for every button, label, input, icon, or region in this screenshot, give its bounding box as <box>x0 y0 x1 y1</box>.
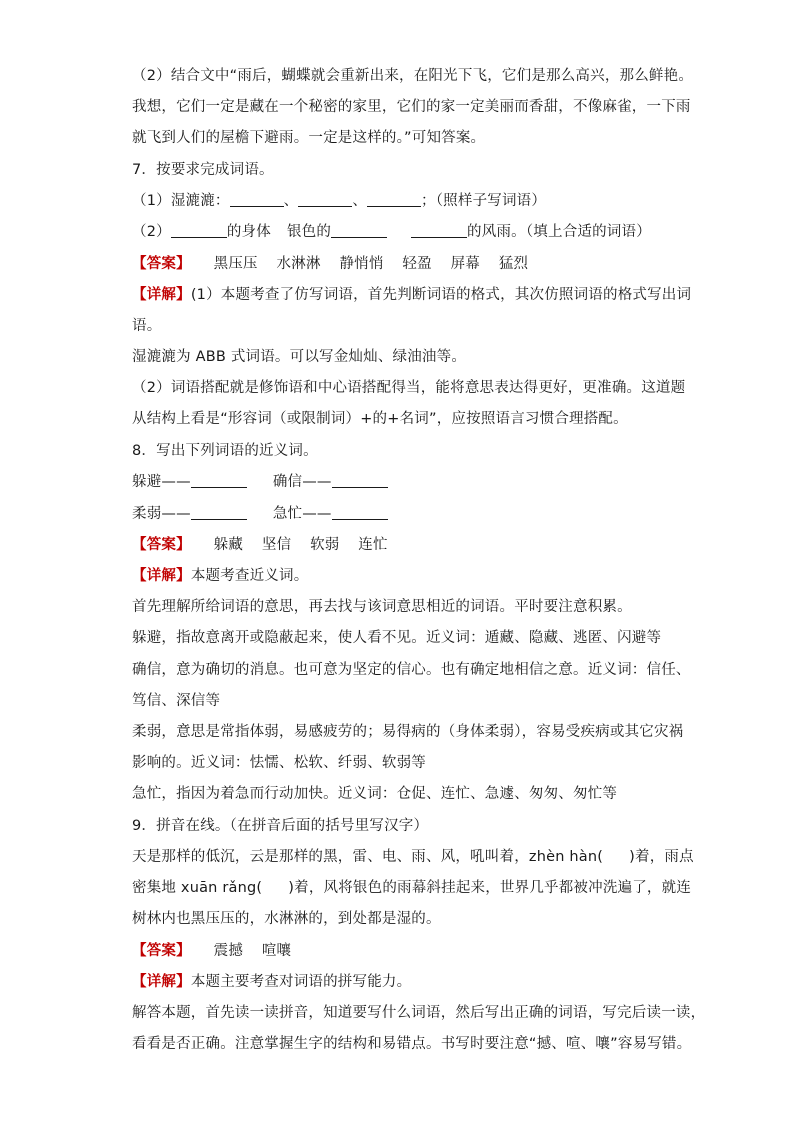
q8-answer-3: 软弱 <box>310 537 340 553</box>
q8-answer-4: 连忙 <box>358 537 388 553</box>
q7-blank-2 <box>298 192 352 207</box>
q9-detail-line-1: 解答本题，首先读一读拼音，知道要写什么词语，然后写出正确的词语，写完后读一读， <box>132 1005 706 1021</box>
q8-detail-line-7: 急忙，指因为着急而行动加快。近义词：仓促、连忙、急遽、匆匆、匆忙等 <box>132 786 618 802</box>
q8-detail-line-5: 柔弱，意思是常指体弱，易感疲劳的；易得病的（身体柔弱），容易受疾病或其它灾祸 <box>132 724 684 740</box>
answer-label: 【答案】 <box>132 537 191 553</box>
q8-blank-1 <box>191 473 247 488</box>
q7-blank-5 <box>331 223 387 238</box>
q7-answer-6: 猛烈 <box>498 256 529 272</box>
q9-detail-line-0 <box>132 972 411 992</box>
q9-passage-1b: )着，雨点 <box>629 849 694 865</box>
q9-passage-line-1 <box>132 847 694 867</box>
q8-detail-line-6: 影响的。近义词：怯懦、松软、纤弱、软弱等 <box>132 755 426 771</box>
q9-detail-line-2: 看看是否正确。注意掌握生字的结构和易错点。书写时要注意“撼、喧、嚷”容易写错。 <box>132 1036 692 1052</box>
detail-label: 【详解】 <box>132 568 191 584</box>
detail-label: 【详解】 <box>132 974 191 990</box>
q9-passage-line-2 <box>132 878 691 898</box>
q7-title: 7．按要求完成词语。 <box>132 162 274 178</box>
q8-title: 8．写出下列词语的近义词。 <box>132 443 318 459</box>
q8-blank-4 <box>332 505 388 520</box>
q8-word-3: 柔弱—— <box>132 506 191 522</box>
q8-detail-text-0: 本题考查近义词。 <box>190 568 309 584</box>
q7-blank-1 <box>230 192 284 207</box>
q9-answer-1: 震撼 <box>213 943 244 959</box>
q8-detail-line-1: 首先理解所给词语的意思，再去找与该词意思相近的词语。平时要注意积累。 <box>132 599 632 615</box>
q8-word-2: 确信—— <box>272 474 332 490</box>
detail-label: 【详解】 <box>132 287 191 303</box>
q7-answer-5: 屏幕 <box>450 256 481 272</box>
q7-blank-3 <box>367 192 421 207</box>
q7-answer-4: 轻盈 <box>402 256 432 272</box>
answer-label: 【答案】 <box>132 256 191 272</box>
q7-sub1-suffix: ；（照样子写词语） <box>421 193 547 209</box>
answer-label: 【答案】 <box>132 943 191 959</box>
q8-blank-3 <box>191 505 247 520</box>
q8-detail-line-0 <box>132 566 308 586</box>
q8-detail-line-3: 确信，意为确切的消息。也可意为坚定的信心。也有确定地相信之意。近义词：信任、 <box>132 662 691 678</box>
q9-title: 9．拼音在线。（在拼音后面的括号里写汉字） <box>132 818 429 834</box>
q7-detail-line-5: 从结构上看是“形容词（或限制词）+的+名词”，应按照语言习惯合理搭配。 <box>132 411 628 427</box>
q7-sub1-prefix: （1）湿漉漉： <box>132 193 230 209</box>
q6-explanation-line-3: 就飞到人们的屋檐下避雨。一定是这样的。”可知答案。 <box>132 130 486 146</box>
q7-sub1 <box>132 191 546 211</box>
q7-answer-2: 水淋淋 <box>276 256 321 272</box>
q9-passage-line-3: 树林内也黑压压的，水淋淋的，到处都是湿的。 <box>132 911 441 927</box>
q9-answer-2: 喧嚷 <box>261 943 292 959</box>
q8-blank-2 <box>332 473 388 488</box>
q7-sep-1: 、 <box>283 193 299 209</box>
q7-sub2-a: 的身体 <box>226 224 271 240</box>
q9-passage-2b: )着，风将银色的雨幕斜挂起来，世界几乎都被冲洗遍了，就连 <box>288 880 692 896</box>
q7-sep-2: 、 <box>352 193 368 209</box>
q8-word-4: 急忙—— <box>272 506 332 522</box>
q7-blank-4 <box>171 223 227 238</box>
q7-sub2-prefix: （2） <box>132 224 171 240</box>
q7-answer-1: 黑压压 <box>213 256 258 272</box>
q9-answer <box>132 941 291 961</box>
q7-detail-text-1: (1）本题考查了仿写词语，首先判断词语的格式，其次仿照词语的格式写出词 <box>190 287 692 303</box>
q8-row-2 <box>132 504 388 524</box>
q6-explanation-line-2: 我想，它们一定是藏在一个秘密的家里，它们的家一定美丽而香甜，不像麻雀，一下雨 <box>132 99 691 115</box>
q9-passage-1a: 天是那样的低沉，云是那样的黑，雷、电、雨、风，吼叫着，zhèn hàn( <box>132 849 604 865</box>
q8-row-1 <box>132 472 388 492</box>
q8-answer-1: 躲藏 <box>213 537 244 553</box>
q8-detail-line-2: 躲避，指故意离开或隐蔽起来，使人看不见。近义词：遁藏、隐藏、逃匿、闪避等 <box>132 630 662 646</box>
q9-passage-2a: 密集地 xuān rǎng( <box>132 880 263 896</box>
q7-sub2-c: 的风雨。（填上合适的词语） <box>467 224 651 240</box>
q7-detail-line-3: 湿漉漉为 ABB 式词语。可以写金灿灿、绿油油等。 <box>132 349 467 365</box>
q8-answer-2: 坚信 <box>261 537 292 553</box>
q7-detail-line-2: 语。 <box>132 318 162 334</box>
q9-detail-text-0: 本题主要考查对词语的拼写能力。 <box>190 974 412 990</box>
q7-sub2-b: 银色的 <box>286 224 332 240</box>
q7-answer-3: 静悄悄 <box>339 256 384 272</box>
q7-answer <box>132 254 528 274</box>
q8-word-1: 躲避—— <box>132 474 191 490</box>
q6-explanation-line-1: （2）结合文中“雨后，蝴蝶就会重新出来，在阳光下飞，它们是那么高兴，那么鲜艳。 <box>132 68 694 84</box>
q7-detail-line-4: （2）词语搭配就是修饰语和中心语搭配得当，能将意思表达得更好，更准确。这道题 <box>132 380 686 396</box>
q7-sub2 <box>132 222 651 242</box>
q7-detail-line-1 <box>132 285 691 305</box>
q7-blank-6 <box>411 223 467 238</box>
q8-answer <box>132 535 388 555</box>
q8-detail-line-4: 笃信、深信等 <box>132 693 221 709</box>
